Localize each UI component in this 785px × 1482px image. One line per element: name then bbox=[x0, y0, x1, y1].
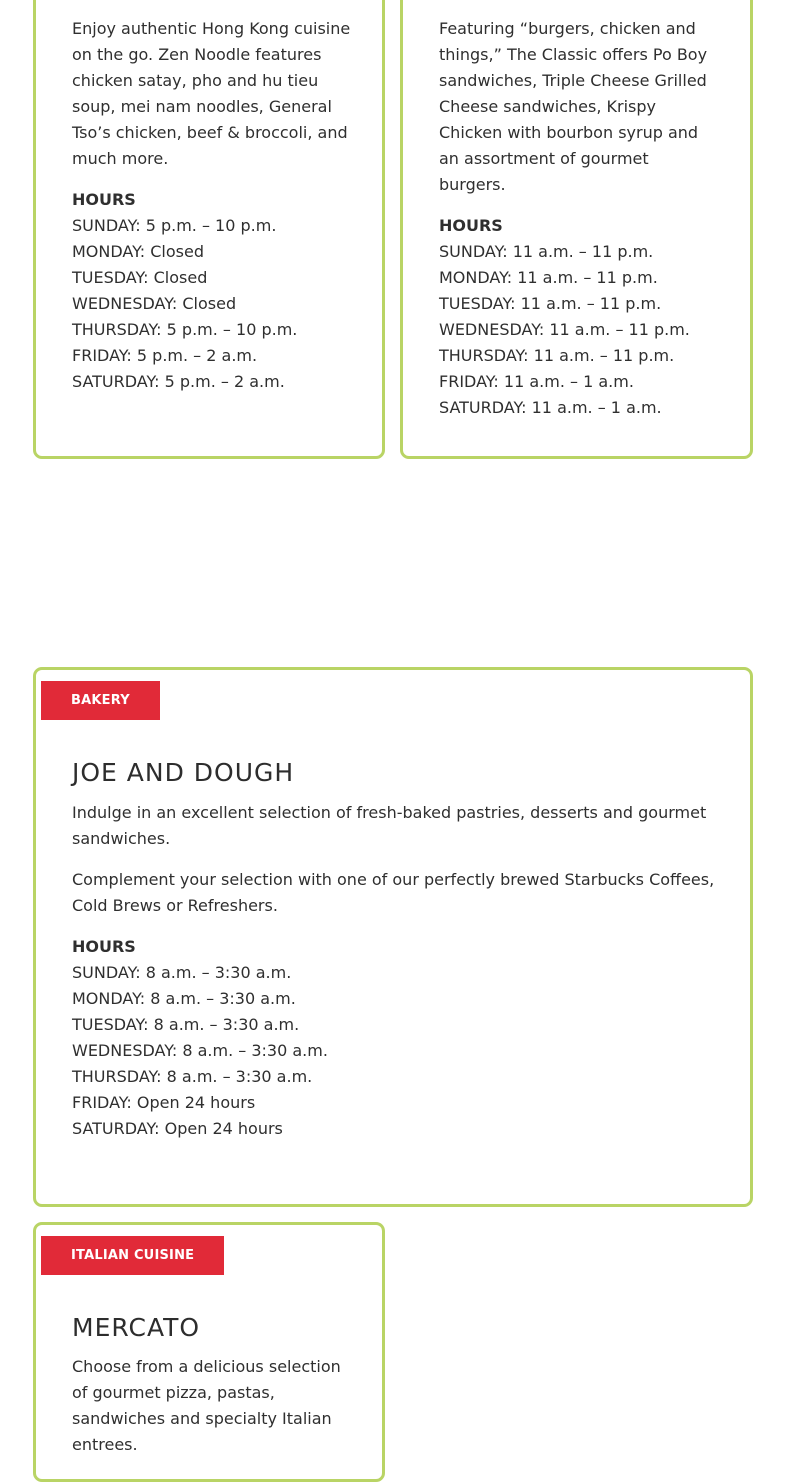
hours-tuesday: TUESDAY: 11 a.m. – 11 p.m. bbox=[439, 294, 662, 313]
hours-saturday: SATURDAY: 5 p.m. – 2 a.m. bbox=[72, 372, 285, 391]
hours-wednesday: WEDNESDAY: 8 a.m. – 3:30 a.m. bbox=[72, 1041, 328, 1060]
hours-sunday: SUNDAY: 8 a.m. – 3:30 a.m. bbox=[72, 963, 292, 982]
hours-wednesday: WEDNESDAY: Closed bbox=[72, 294, 237, 313]
restaurant-name: JOE AND DOUGH bbox=[72, 758, 295, 787]
hours-saturday: SATURDAY: Open 24 hours bbox=[72, 1119, 283, 1138]
hours-list bbox=[72, 934, 720, 1142]
hours-wednesday: WEDNESDAY: 11 a.m. – 11 p.m. bbox=[439, 320, 690, 339]
hours-thursday: THURSDAY: 11 a.m. – 11 p.m. bbox=[439, 346, 675, 365]
hours-tuesday: TUESDAY: Closed bbox=[72, 268, 208, 287]
restaurant-card-mercato bbox=[33, 1222, 385, 1482]
hours-monday: MONDAY: 11 a.m. – 11 p.m. bbox=[439, 268, 658, 287]
restaurant-card-joe-and-dough bbox=[33, 667, 753, 1207]
hours-monday: MONDAY: 8 a.m. – 3:30 a.m. bbox=[72, 989, 296, 1008]
restaurant-name: MERCATO bbox=[72, 1313, 201, 1342]
hours-monday: MONDAY: Closed bbox=[72, 242, 204, 261]
restaurant-card-zen-noodle bbox=[33, 0, 385, 459]
restaurant-description: Enjoy authentic Hong Kong cuisine on the go. Zen Noodle features chicken satay, pho and hu tieu soup, mei nam noodles, General Tso’s chicken, beef & broccoli, and much more. bbox=[72, 19, 351, 168]
restaurant-description: Featuring “burgers, chicken and things,” The Classic offers Po Boy sandwiches, Triple Cheese Grilled Cheese sandwiches, Krispy Chicken with bourbon syrup and an assortment of gourmet burgers. bbox=[439, 19, 708, 194]
hours-title: HOURS bbox=[72, 190, 136, 209]
hours-tuesday: TUESDAY: 8 a.m. – 3:30 a.m. bbox=[72, 1015, 300, 1034]
hours-friday: FRIDAY: 11 a.m. – 1 a.m. bbox=[439, 372, 634, 391]
hours-sunday: SUNDAY: 11 a.m. – 11 p.m. bbox=[439, 242, 654, 261]
hours-list bbox=[439, 213, 720, 421]
hours-list bbox=[72, 187, 352, 395]
category-badge: BAKERY bbox=[41, 681, 160, 720]
category-badge: ITALIAN CUISINE bbox=[41, 1236, 224, 1275]
hours-thursday: THURSDAY: 5 p.m. – 10 p.m. bbox=[72, 320, 298, 339]
restaurant-card-the-classic bbox=[400, 0, 753, 459]
restaurant-description-2: Complement your selection with one of our perfectly brewed Starbucks Coffees, Cold Brews or Refreshers. bbox=[72, 870, 715, 915]
restaurant-description: Choose from a delicious selection of gourmet pizza, pastas, sandwiches and specialty Italian entrees. bbox=[72, 1357, 341, 1454]
hours-thursday: THURSDAY: 8 a.m. – 3:30 a.m. bbox=[72, 1067, 313, 1086]
hours-title: HOURS bbox=[72, 937, 136, 956]
restaurant-description: Indulge in an excellent selection of fresh-baked pastries, desserts and gourmet sandwiches. bbox=[72, 803, 707, 848]
hours-sunday: SUNDAY: 5 p.m. – 10 p.m. bbox=[72, 216, 277, 235]
hours-saturday: SATURDAY: 11 a.m. – 1 a.m. bbox=[439, 398, 662, 417]
hours-title: HOURS bbox=[439, 216, 503, 235]
hours-friday: FRIDAY: 5 p.m. – 2 a.m. bbox=[72, 346, 258, 365]
hours-friday: FRIDAY: Open 24 hours bbox=[72, 1093, 256, 1112]
